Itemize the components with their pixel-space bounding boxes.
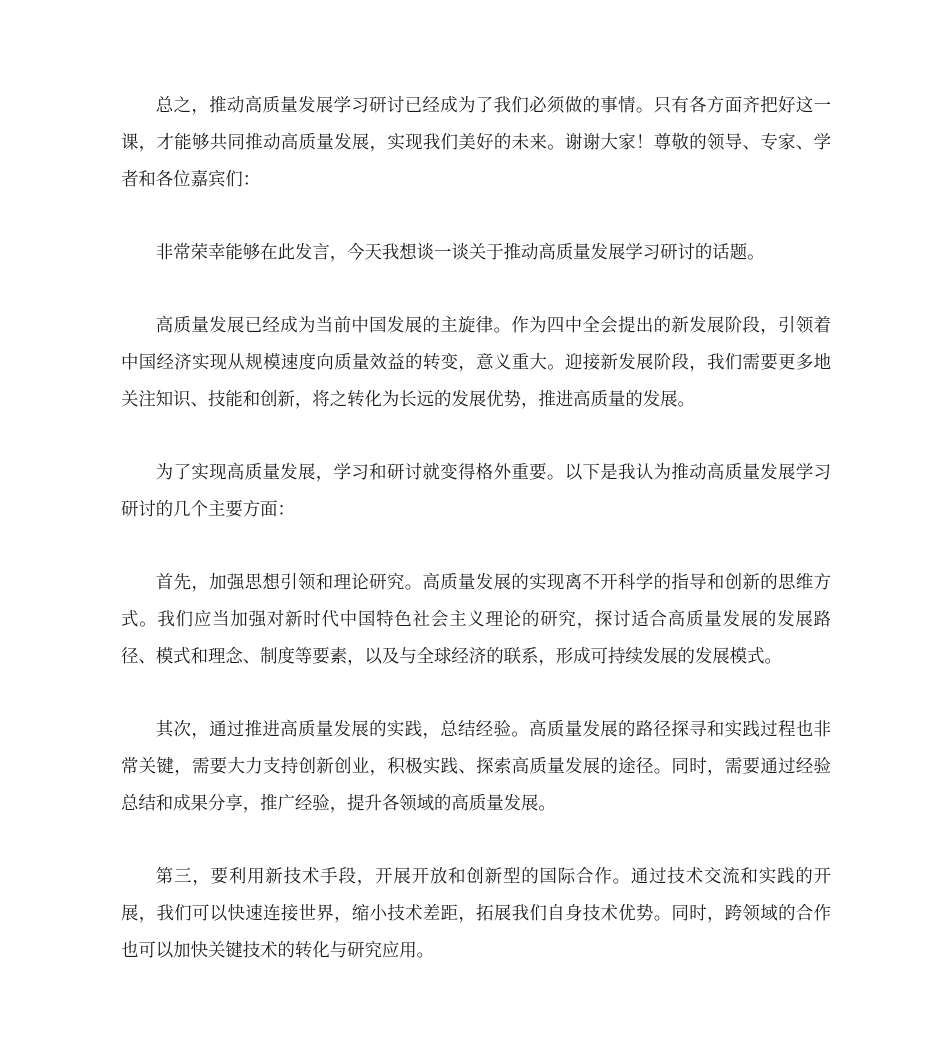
paragraph-high-quality-development: 高质量发展已经成为当前中国发展的主旋律。作为四中全会提出的新发展阶段，引领着中国经济实现从规模速度向质量效益的转变，意义重大。迎接新发展阶段，我们需要更多地关注知识、技能和创新，将之转化为长远的发展优势，推进高质量的发展。 xyxy=(121,316,831,410)
paragraph-first-point: 首先，加强思想引领和理论研究。高质量发展的实现离不开科学的指导和创新的思维方式。我们应当加强对新时代中国特色社会主义理论的研究，探讨适合高质量发展的发展路径、模式和理念、制度等要素，以及与全球经济的联系，形成可持续发展的发展模式。 xyxy=(121,573,831,667)
paragraph-conclusion: 总之，推动高质量发展学习研讨已经成为了我们必须做的事情。只有各方面齐把好这一课，才能够共同推动高质量发展，实现我们美好的未来。谢谢大家！尊敬的领导、专家、学者和各位嘉宾们： xyxy=(121,96,831,190)
paragraph-opening: 非常荣幸能够在此发言，今天我想谈一谈关于推动高质量发展学习研讨的话题。 xyxy=(155,243,765,263)
document-body xyxy=(121,88,831,1006)
paragraph-second-point: 其次，通过推进高质量发展的实践，总结经验。高质量发展的路径探寻和实践过程也非常关键，需要大力支持创新创业，积极实践、探索高质量发展的途径。同时，需要通过经验总结和成果分享，推广经验，提升各领域的高质量发展。 xyxy=(121,720,831,814)
paragraph-third-point: 第三，要利用新技术手段，开展开放和创新型的国际合作。通过技术交流和实践的开展，我们可以快速连接世界，缩小技术差距，拓展我们自身技术优势。同时，跨领域的合作也可以加快关键技术的转化与研究应用。 xyxy=(121,867,831,961)
paragraph-learning-importance: 为了实现高质量发展，学习和研讨就变得格外重要。以下是我认为推动高质量发展学习研讨的几个主要方面： xyxy=(121,463,831,520)
